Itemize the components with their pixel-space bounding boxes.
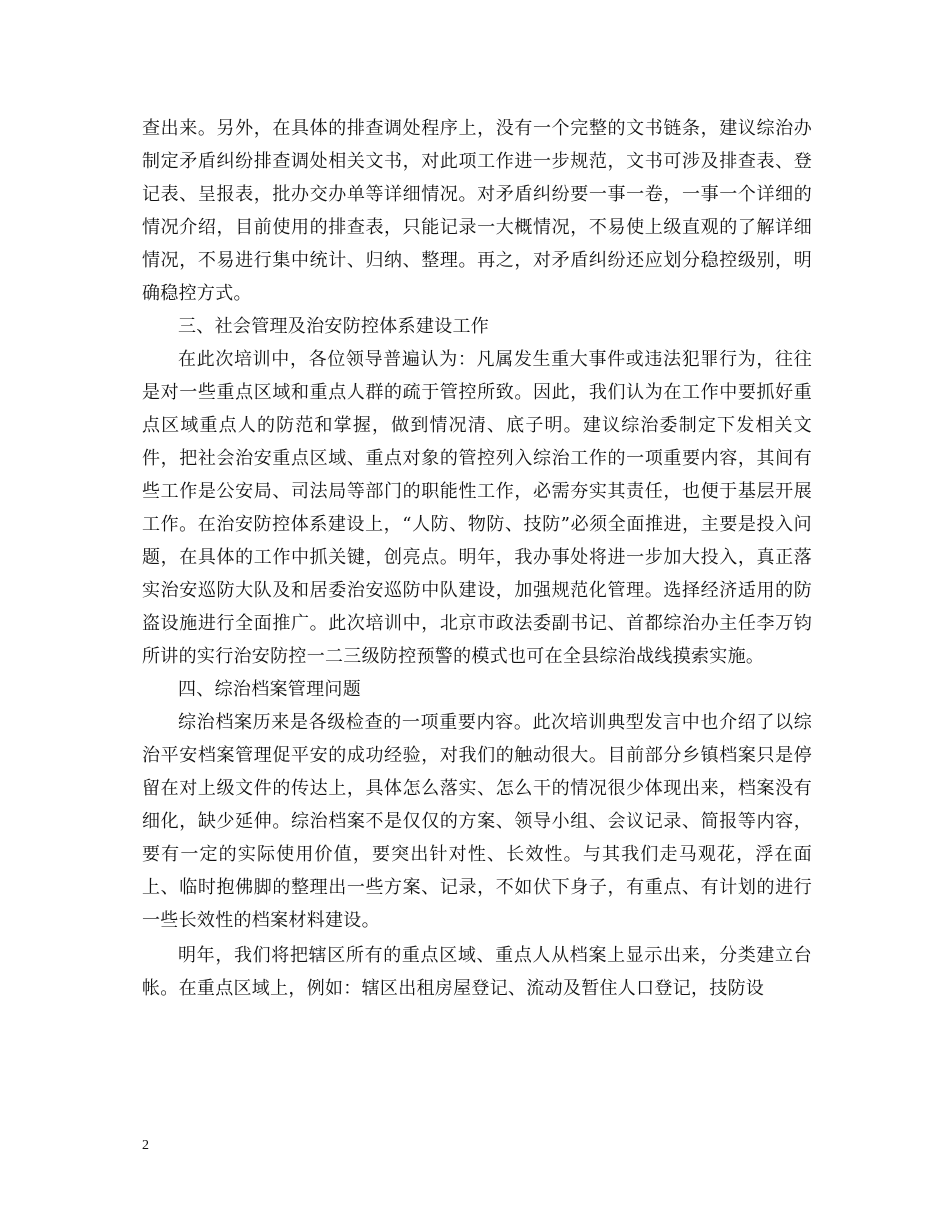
document-body [142, 112, 812, 1005]
section-heading-three: 三、社会管理及治安防控体系建设工作 [178, 316, 490, 337]
page-number: 2 [142, 1138, 149, 1153]
paragraph-social-management: 在此次培训中，各位领导普遍认为：凡属发生重大事件或违法犯罪行为，往往是对一些重点区域和重点人群的疏于管控所致。因此，我们认为在工作中要抓好重点区域重点人的防范和掌握，做到情况清、底子明。建议综治委制定下发相关文件，把社会治安重点区域、重点对象的管控列入综治工作的一项重要内容，其间有些工作是公安局、司法局等部门的职能性工作，必需夯实其责任，也便于基层开展工作。在治安防控体系建设上，“人防、物防、技防”必须全面推进，主要是投入问题，在具体的工作中抓关键，创亮点。明年，我办事处将进一步加大投入，真正落实治安巡防大队及和居委治安巡防中队建设，加强规范化管理。选择经济适用的防盗设施进行全面推广。此次培训中，北京市政法委副书记、首都综治办主任李万钧所讲的实行治安防控一二三级防控预警的模式也可在全县综治战线摸索实施。 [142, 349, 812, 667]
section-heading-four: 四、综治档案管理问题 [178, 679, 361, 700]
paragraph-archive-management: 综治档案历来是各级检查的一项重要内容。此次培训典型发言中也介绍了以综治平安档案管理促平安的成功经验，对我们的触动很大。目前部分乡镇档案只是停留在对上级文件的传达上，具体怎么落实、怎么干的情况很少体现出来，档案没有细化，缺少延伸。综治档案不是仅仅的方案、领导小组、会议记录、简报等内容，要有一定的实际使用价值，要突出针对性、长效性。与其我们走马观花，浮在面上、临时抱佛脚的整理出一些方案、记录，不如伏下身子，有重点、有计划的进行一些长效性的档案材料建设。 [142, 712, 812, 931]
paragraph-next-year-plan: 明年，我们将把辖区所有的重点区域、重点人从档案上显示出来，分类建立台帐。在重点区域上，例如：辖区出租房屋登记、流动及暂住人口登记，技防设 [142, 945, 812, 999]
paragraph-continuation: 查出来。另外，在具体的排查调处程序上，没有一个完整的文书链条，建议综治办制定矛盾纠纷排查调处相关文书，对此项工作进一步规范，文书可涉及排查表、登记表、呈报表，批办交办单等详细情况。对矛盾纠纷要一事一卷，一事一个详细的情况介绍，目前使用的排查表，只能记录一大概情况，不易使上级直观的了解详细情况，不易进行集中统计、归纳、整理。再之，对矛盾纠纷还应划分稳控级别，明确稳控方式。 [142, 118, 812, 304]
